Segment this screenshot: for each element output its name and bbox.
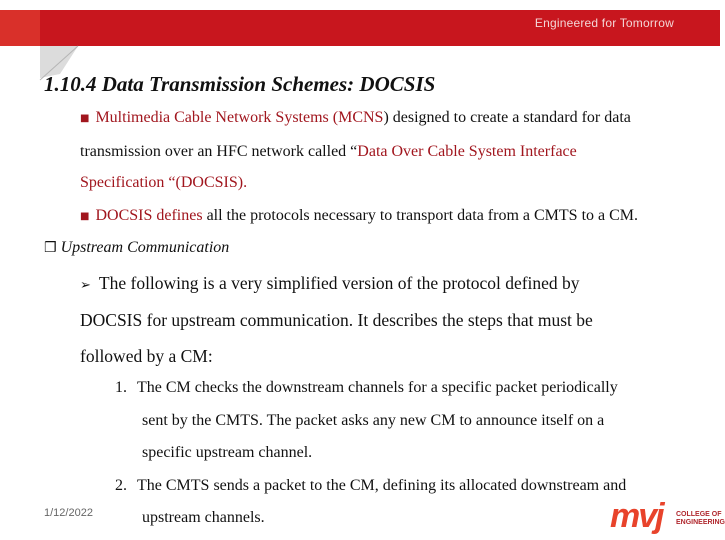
logo-mark: mvj [610, 497, 663, 535]
step-1-number: 1. [115, 379, 127, 396]
bullet-mcns [80, 109, 631, 127]
mvj-logo [610, 497, 725, 539]
checkbox-bullet-icon: ❒ [44, 240, 57, 256]
intro-line-1 [80, 273, 580, 294]
header-tagline: Engineered for Tomorrow [534, 16, 674, 30]
bullet-docsis [80, 207, 638, 225]
bullet-mcns-line2 [80, 143, 577, 161]
intro-line-2: DOCSIS for upstream communication. It describes the steps that must be [80, 310, 593, 330]
step-1-line-3: specific upstream channel. [142, 444, 313, 461]
mcns-text: Multimedia Cable Network Systems (MCNS [95, 109, 384, 126]
docsis-rest: all the protocols necessary to transport data from a CMTS to a CM. [202, 207, 639, 224]
mcns-rest: ) designed to create a standard for data [383, 109, 631, 126]
header-banner [0, 0, 720, 80]
footer-date: 1/12/2022 [44, 507, 93, 519]
section-upstream [44, 239, 229, 257]
step-1-line-2: sent by the CMTS. The packet asks any new CM to announce itself on a [142, 412, 605, 429]
square-bullet-icon: ■ [80, 113, 90, 124]
step-2-text: The CMTS sends a packet to the CM, defining its allocated downstream and [137, 477, 627, 494]
logo-line-2: ENGINEERING [676, 519, 725, 526]
intro-line-1-text: The following is a very simplified version of the protocol defined by [98, 273, 580, 293]
intro-line-3: followed by a CM: [80, 346, 213, 366]
square-bullet-icon: ■ [80, 211, 90, 222]
bullet-mcns-line3: Specification “(DOCSIS). [80, 174, 248, 191]
step-1-text: The CM checks the downstream channels for a specific packet periodically [137, 379, 618, 396]
docsis-text: DOCSIS defines [95, 207, 203, 224]
step-2-number: 2. [115, 477, 127, 494]
step-2-line-1 [115, 477, 626, 495]
slide-title: 1.10.4 Data Transmission Schemes: DOCSIS [44, 72, 436, 96]
step-2-line-2: upstream channels. [142, 509, 265, 526]
section-heading: Upstream Communication [60, 239, 230, 256]
header-left-tab [0, 10, 40, 46]
logo-line-1: COLLEGE OF [676, 511, 722, 518]
line2-black: transmission over an HFC network called “ [80, 143, 358, 160]
line2-red: Data Over Cable System Interface [357, 143, 577, 160]
step-1-line-1 [115, 379, 618, 397]
arrow-bullet-icon: ➢ [80, 278, 91, 293]
